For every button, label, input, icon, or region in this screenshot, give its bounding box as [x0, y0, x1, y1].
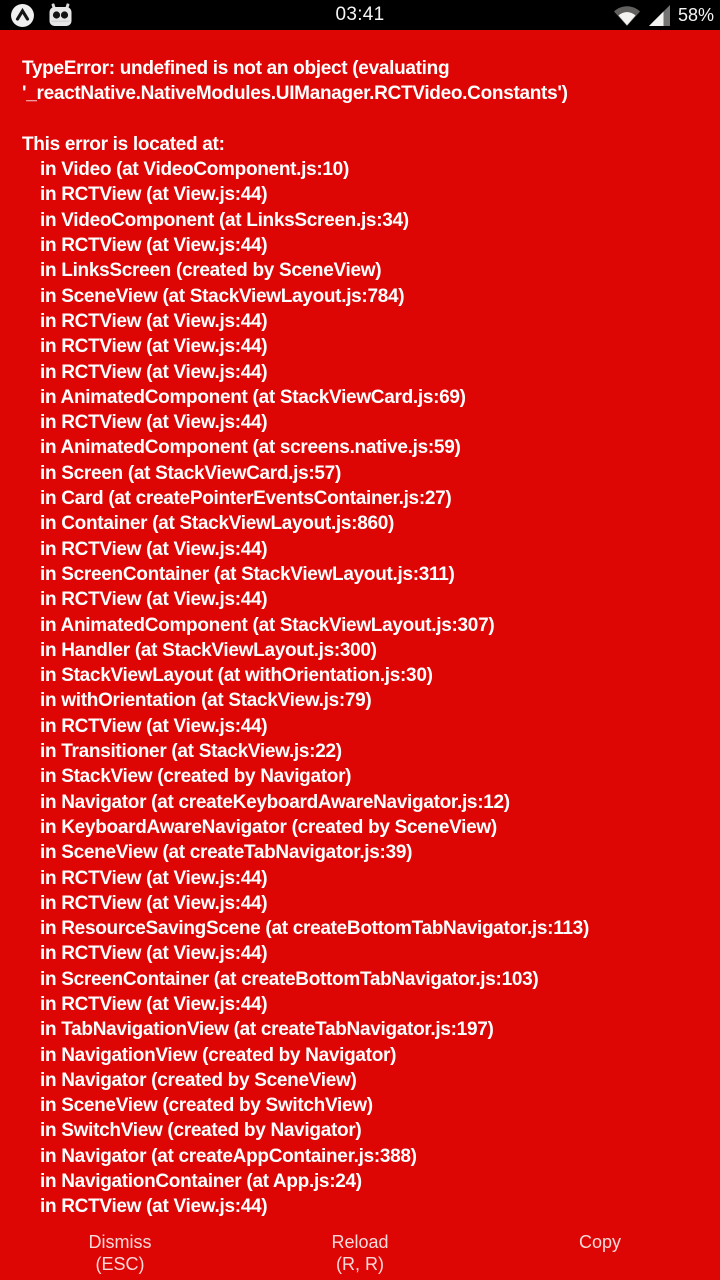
battery-percent: 58% — [677, 4, 714, 25]
reload-button-shortcut: (R, R) — [336, 1254, 384, 1274]
stack-line: in RCTView (at View.js:44) — [40, 943, 268, 965]
stack-line: in KeyboardAwareNavigator (created by SceneView) — [40, 816, 497, 838]
component-stack-list — [22, 157, 698, 1219]
stack-line: in VideoComponent (at LinksScreen.js:34) — [40, 209, 409, 231]
stack-line: in SceneView (created by SwitchView) — [40, 1095, 373, 1117]
error-title: TypeError: undefined is not an object (evaluating '_reactNative.NativeModules.UIManager.RCTVideo.Constants') — [22, 58, 568, 105]
stack-line: in RCTView (at View.js:44) — [40, 993, 268, 1015]
stack-line: in AnimatedComponent (at StackViewLayout.js:307) — [40, 614, 495, 636]
stack-line: in Container (at StackViewLayout.js:860) — [40, 513, 395, 535]
stack-line: in NavigationView (created by Navigator) — [40, 1044, 397, 1066]
stack-line: in ScreenContainer (at StackViewLayout.js:311) — [40, 563, 455, 585]
status-bar-clock: 03:41 — [335, 4, 385, 25]
error-message-scroll-area[interactable] — [0, 30, 720, 1228]
dismiss-button-label: Dismiss — [88, 1232, 152, 1252]
stack-line: in RCTView (at View.js:44) — [40, 412, 268, 434]
stack-line: in SwitchView (created by Navigator) — [40, 1120, 362, 1142]
stack-line: in ScreenContainer (at createBottomTabNavigator.js:103) — [40, 968, 539, 990]
stack-line: in Card (at createPointerEventsContainer.js:27) — [40, 488, 452, 510]
stack-line: in StackView (created by Navigator) — [40, 766, 352, 788]
stack-line: in Navigator (at createKeyboardAwareNavigator.js:12) — [40, 791, 510, 813]
stack-line: in RCTView (at View.js:44) — [40, 336, 268, 358]
dismiss-button[interactable] — [0, 1228, 240, 1275]
stack-line: in TabNavigationView (at createTabNavigator.js:197) — [40, 1019, 494, 1041]
reload-button-label: Reload — [331, 1232, 389, 1252]
stack-line: in StackViewLayout (at withOrientation.js:30) — [40, 665, 433, 687]
stack-line: in AnimatedComponent (at StackViewCard.js:69) — [40, 386, 466, 408]
redbox-footer — [0, 1228, 720, 1280]
stack-line: in RCTView (at View.js:44) — [40, 715, 268, 737]
stack-line: in Handler (at StackViewLayout.js:300) — [40, 639, 377, 661]
dismiss-button-shortcut: (ESC) — [95, 1254, 145, 1274]
redbox-error-overlay — [0, 30, 720, 1280]
stack-line: in RCTView (at View.js:44) — [40, 538, 268, 560]
stack-line: in RCTView (at View.js:44) — [40, 184, 268, 206]
stack-line: in AnimatedComponent (at screens.native.js:59) — [40, 437, 461, 459]
stack-line: in RCTView (at View.js:44) — [40, 361, 268, 383]
stack-line: in RCTView (at View.js:44) — [40, 1196, 268, 1218]
stack-line: in ResourceSavingScene (at createBottomTabNavigator.js:113) — [40, 918, 589, 940]
stack-line: in SceneView (at StackViewLayout.js:784) — [40, 285, 405, 307]
stack-line: in Video (at VideoComponent.js:10) — [40, 159, 349, 181]
stack-line: in RCTView (at View.js:44) — [40, 589, 268, 611]
reload-button[interactable] — [240, 1228, 480, 1275]
copy-button-label: Copy — [578, 1232, 622, 1252]
stack-line: in Navigator (at createAppContainer.js:388) — [40, 1145, 417, 1167]
stack-line: in RCTView (at View.js:44) — [40, 235, 268, 257]
stack-line: in RCTView (at View.js:44) — [40, 892, 268, 914]
copy-button[interactable] — [480, 1228, 720, 1253]
stack-line: in LinksScreen (created by SceneView) — [40, 260, 382, 282]
stack-line: in RCTView (at View.js:44) — [40, 310, 268, 332]
stack-line: in Navigator (created by SceneView) — [40, 1069, 357, 1091]
stack-line: in Transitioner (at StackView.js:22) — [40, 741, 342, 763]
stack-line: in NavigationContainer (at App.js:24) — [40, 1171, 362, 1193]
stack-line: in SceneView (at createTabNavigator.js:39) — [40, 842, 413, 864]
stack-line: in withOrientation (at StackView.js:79) — [40, 690, 372, 712]
stack-line: in Screen (at StackViewCard.js:57) — [40, 462, 341, 484]
error-location-heading: This error is located at: — [22, 133, 225, 155]
stack-line: in RCTView (at View.js:44) — [40, 867, 268, 889]
status-bar — [0, 0, 720, 30]
